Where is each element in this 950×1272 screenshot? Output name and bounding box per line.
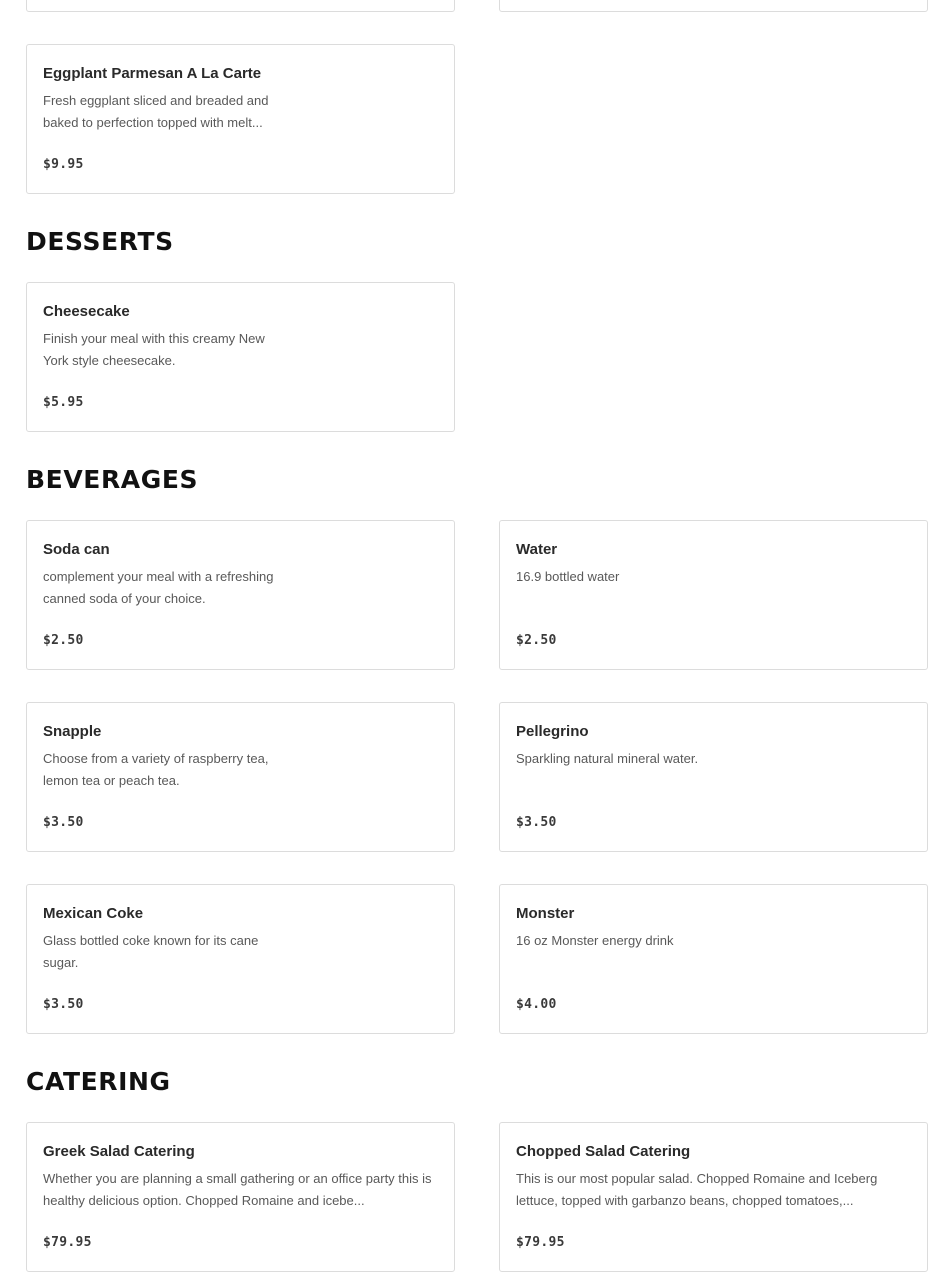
menu-item-price: $3.50 [43,815,84,830]
menu-item-price: $2.50 [516,633,557,648]
menu-item-name: Cheesecake [43,303,130,320]
menu-item-card-partial-left[interactable] [26,0,455,12]
menu-item-description: Whether you are planning a small gathering or an office party this is healthy delicious option. Chopped Romaine and icebe... [43,1171,432,1208]
menu-item-name: Mexican Coke [43,905,144,922]
menu-item-description: This is our most popular salad. Chopped Romaine and Iceberg lettuce, topped with garbanzo beans, chopped tomatoes,... [516,1171,878,1208]
menu-item-price: $2.50 [43,633,84,648]
menu-item-card[interactable] [26,702,455,852]
menu-item-description: 16 oz Monster energy drink [516,933,674,948]
menu-item-price: $9.95 [43,157,84,172]
menu-item-description: Finish your meal with this creamy New York style cheesecake. [43,331,265,368]
menu-item-price: $4.00 [516,997,557,1012]
menu-item-card[interactable] [499,884,928,1034]
menu-item-name: Monster [516,905,575,922]
section-title-desserts: DESSERTS [26,227,174,256]
menu-item-card[interactable] [26,1122,455,1272]
menu-item-card[interactable] [26,520,455,670]
menu-item-description: Sparkling natural mineral water. [516,751,699,766]
menu-item-card[interactable] [499,1122,928,1272]
menu-item-card[interactable] [499,520,928,670]
menu-item-price: $79.95 [43,1235,92,1250]
menu-item-description: Fresh eggplant sliced and breaded and baked to perfection topped with melt... [43,93,269,130]
menu-item-name: Water [516,541,558,558]
menu-item-description: Choose from a variety of raspberry tea, lemon tea or peach tea. [43,751,269,788]
section-title-catering: CATERING [26,1067,171,1096]
menu-item-name: Chopped Salad Catering [516,1143,691,1160]
menu-item-card[interactable] [499,702,928,852]
menu-item-name: Snapple [43,723,102,740]
menu-item-name: Eggplant Parmesan A La Carte [43,65,262,82]
menu-item-description: 16.9 bottled water [516,569,620,584]
menu-item-description: Glass bottled coke known for its cane sugar. [43,933,259,970]
menu-item-name: Greek Salad Catering [43,1143,195,1160]
menu-item-card[interactable] [26,282,455,432]
menu-item-price: $79.95 [516,1235,565,1250]
menu-item-card[interactable] [26,884,455,1034]
section-title-beverages: BEVERAGES [26,465,199,494]
menu-item-price: $5.95 [43,395,84,410]
menu-item-card-partial-right[interactable] [499,0,928,12]
menu-item-price: $3.50 [516,815,557,830]
menu-item-card[interactable] [26,44,455,194]
menu-item-price: $3.50 [43,997,84,1012]
menu-item-description: complement your meal with a refreshing canned soda of your choice. [43,569,274,606]
menu-item-name: Soda can [43,541,110,558]
menu-item-name: Pellegrino [516,723,589,740]
